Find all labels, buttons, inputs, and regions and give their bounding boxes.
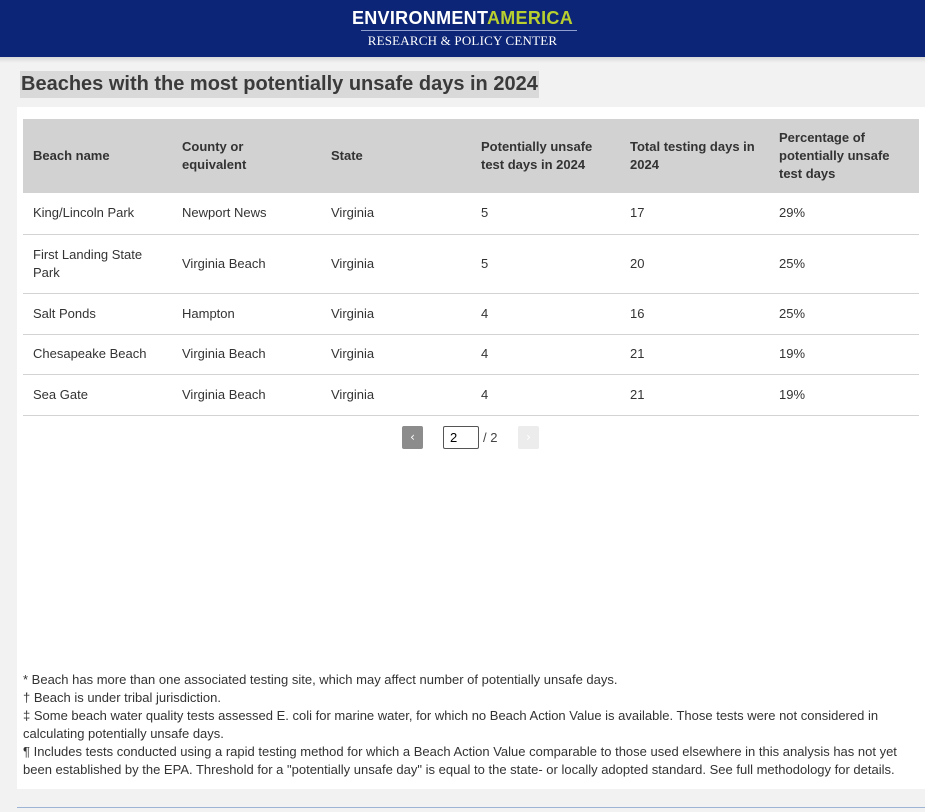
cell-beach-name: First Landing State Park (23, 234, 172, 293)
cell-state: Virginia (321, 374, 471, 415)
table-row (23, 334, 919, 374)
brand-name-part2: AMERICA (486, 8, 574, 28)
brand-divider (361, 30, 577, 31)
table-row (23, 234, 919, 293)
site-header (0, 0, 925, 57)
cell-testing-days: 21 (620, 334, 769, 374)
cell-state: Virginia (321, 234, 471, 293)
cell-county: Newport News (172, 193, 321, 234)
cell-state: Virginia (321, 293, 471, 334)
brand-logo[interactable] (0, 8, 925, 29)
cell-unsafe-days: 4 (471, 374, 620, 415)
next-page-button[interactable] (518, 426, 539, 449)
bottom-divider (17, 807, 925, 808)
pagination (17, 426, 925, 450)
footnote: ‡ Some beach water quality tests assessed E. coli for marine water, for which no Beach Action Value is available. Those tests were not considered in calculating potentially unsafe days. (23, 708, 879, 741)
column-header-unsafe-days[interactable]: Potentially unsafe test days in 2024 (471, 119, 620, 193)
cell-beach-name: King/Lincoln Park (23, 193, 172, 234)
cell-percentage: 29% (769, 193, 919, 234)
table-header-row (23, 119, 919, 193)
cell-percentage: 25% (769, 293, 919, 334)
cell-testing-days: 21 (620, 374, 769, 415)
footnotes (23, 671, 913, 779)
table-row (23, 293, 919, 334)
cell-beach-name: Sea Gate (23, 374, 172, 415)
column-header-state[interactable]: State (321, 119, 471, 193)
table-card (17, 107, 925, 789)
cell-unsafe-days: 4 (471, 334, 620, 374)
column-header-county[interactable]: County or equivalent (172, 119, 321, 193)
column-header-percentage[interactable]: Percentage of potentially unsafe test days (769, 119, 919, 193)
table-row (23, 193, 919, 234)
cell-county: Virginia Beach (172, 234, 321, 293)
page-total-label: / 2 (483, 430, 498, 445)
brand-subtitle: RESEARCH & POLICY CENTER (367, 33, 558, 48)
footnote: ¶ Includes tests conducted using a rapid testing method for which a Beach Action Value comparable to those used elsewhere in this analysis has not yet been established by the EPA. Threshold for a "potentially unsafe day" is equal to the state- or locally adopted standard. See full methodology for details. (23, 744, 897, 777)
footnote: † Beach is under tribal jurisdiction. (23, 690, 221, 705)
cell-percentage: 25% (769, 234, 919, 293)
previous-page-button[interactable] (402, 426, 423, 449)
cell-testing-days: 16 (620, 293, 769, 334)
cell-unsafe-days: 5 (471, 193, 620, 234)
chevron-right-icon: › (526, 430, 531, 444)
page-number-input[interactable] (443, 426, 479, 449)
cell-percentage: 19% (769, 374, 919, 415)
cell-unsafe-days: 4 (471, 293, 620, 334)
cell-county: Hampton (172, 293, 321, 334)
cell-state: Virginia (321, 334, 471, 374)
cell-unsafe-days: 5 (471, 234, 620, 293)
footnote: * Beach has more than one associated testing site, which may affect number of potentially unsafe days. (23, 672, 618, 687)
column-header-beach-name[interactable]: Beach name (23, 119, 172, 193)
cell-beach-name: Salt Ponds (23, 293, 172, 334)
cell-county: Virginia Beach (172, 334, 321, 374)
cell-testing-days: 20 (620, 234, 769, 293)
chevron-left-icon: ‹ (410, 430, 415, 444)
cell-state: Virginia (321, 193, 471, 234)
brand-name-part1: ENVIRONMENT (351, 8, 487, 28)
cell-percentage: 19% (769, 334, 919, 374)
header-shadow (0, 57, 925, 63)
cell-testing-days: 17 (620, 193, 769, 234)
column-header-testing-days[interactable]: Total testing days in 2024 (620, 119, 769, 193)
table-row (23, 374, 919, 415)
beach-table (23, 119, 919, 416)
cell-beach-name: Chesapeake Beach (23, 334, 172, 374)
page-title: Beaches with the most potentially unsafe days in 2024 (20, 71, 539, 98)
cell-county: Virginia Beach (172, 374, 321, 415)
